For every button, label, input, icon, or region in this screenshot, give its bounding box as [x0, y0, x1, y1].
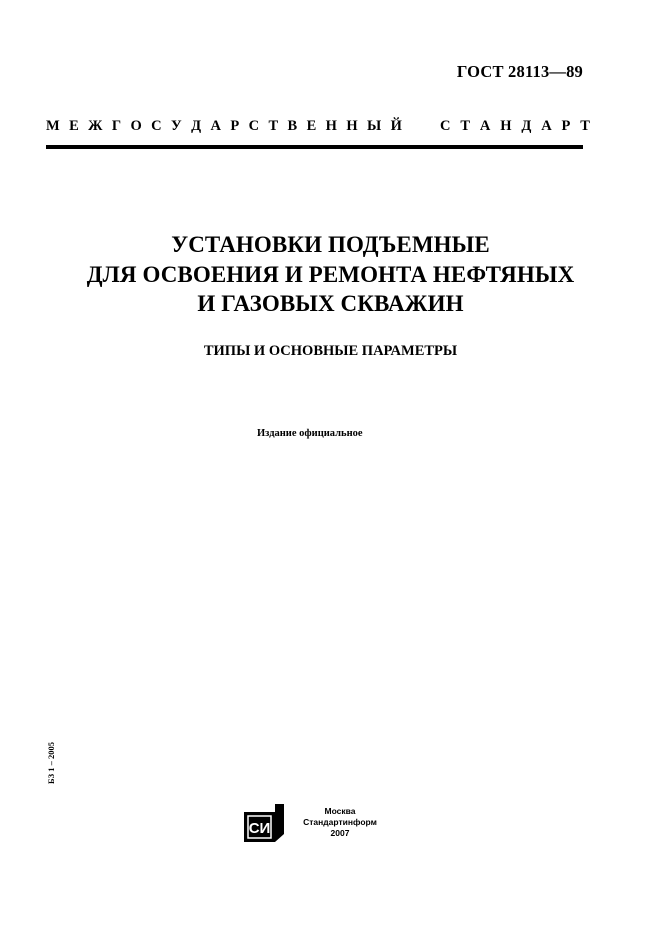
- spaced-letter: Т: [460, 118, 471, 134]
- title-line-2: ДЛЯ ОСВОЕНИЯ И РЕМОНТА НЕФТЯНЫХ: [86, 261, 575, 287]
- document-title: [0, 230, 661, 319]
- title-line-3: И ГАЗОВЫХ СКВАЖИН: [197, 291, 464, 316]
- spaced-letter: Р: [561, 118, 571, 134]
- spaced-letter: Е: [69, 118, 79, 134]
- publisher-city: Москва: [324, 806, 356, 816]
- header-rule: [46, 145, 583, 149]
- standard-kind-word-standard: [440, 118, 590, 135]
- spaced-letter: Е: [306, 118, 317, 134]
- spaced-letter: Д: [191, 118, 202, 134]
- spaced-letter: А: [210, 118, 221, 134]
- publisher-year: 2007: [330, 828, 350, 838]
- spaced-letter: Р: [230, 118, 240, 134]
- spaced-letter: Н: [500, 118, 512, 134]
- spaced-letter: Ж: [88, 118, 103, 134]
- spaced-letter: Н: [346, 118, 358, 134]
- spaced-letter: Н: [325, 118, 337, 134]
- standard-kind-word-interstate: [46, 118, 402, 135]
- spaced-letter: С: [440, 118, 451, 134]
- spaced-letter: Й: [390, 118, 402, 134]
- spaced-letter: В: [287, 118, 298, 134]
- spaced-letter: Г: [111, 118, 122, 134]
- gost-code: ГОСТ 28113—89: [456, 62, 583, 81]
- publisher-name: Стандартинформ: [303, 817, 377, 827]
- spaced-letter: Д: [521, 118, 532, 134]
- logo-lettering: СИ: [248, 820, 271, 837]
- document-subtitle: ТИПЫ И ОСНОВНЫЕ ПАРАМЕТРЫ: [203, 343, 458, 359]
- spaced-letter: О: [130, 118, 142, 134]
- side-registration-note: БЗ 1 – 2005: [46, 742, 56, 784]
- spaced-letter: Ы: [367, 118, 382, 134]
- spaced-letter: С: [151, 118, 162, 134]
- standartinform-logo-icon: [244, 804, 284, 842]
- title-line-1: УСТАНОВКИ ПОДЪЕМНЫЕ: [171, 232, 490, 257]
- spaced-letter: А: [479, 118, 491, 134]
- spaced-letter: Т: [268, 118, 279, 134]
- spaced-letter: Т: [580, 118, 590, 134]
- spaced-letter: У: [171, 118, 182, 134]
- spaced-letter: М: [46, 118, 60, 134]
- spaced-letter: С: [248, 118, 260, 134]
- edition-note: Издание официальное: [257, 428, 363, 439]
- publisher-block: [296, 806, 384, 839]
- spaced-letter: А: [541, 118, 552, 134]
- standard-kind-heading: [46, 118, 590, 135]
